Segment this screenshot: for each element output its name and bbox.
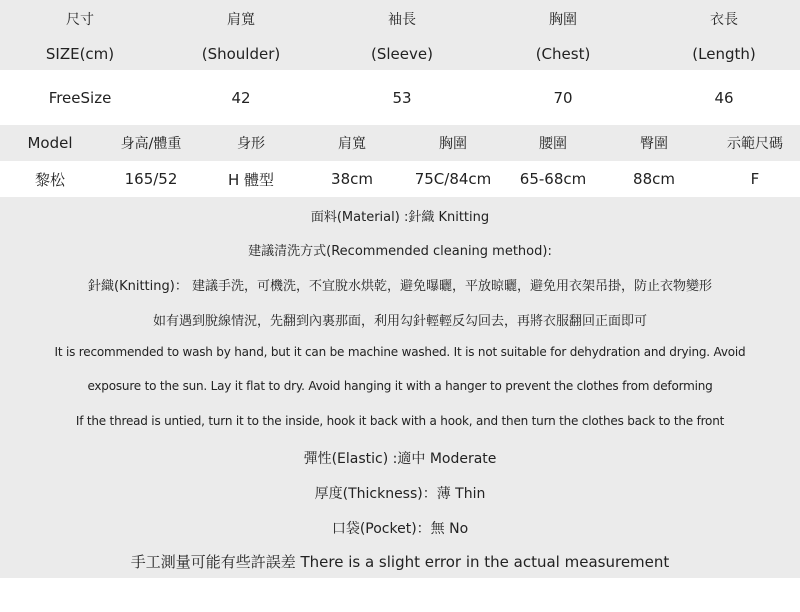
- model-header-model: Model: [27, 134, 73, 152]
- size-header-en-row: [0, 37, 800, 70]
- size-header-sleeve-zh: 袖長: [388, 11, 416, 28]
- model-value-shoulder: 38cm: [331, 170, 373, 188]
- cleaning-title-line: 建議清洗方式(Recommended cleaning method):: [248, 244, 552, 259]
- model-value-hip: 88cm: [633, 170, 675, 188]
- size-header-sleeve-en: (Sleeve): [371, 44, 433, 63]
- size-header-zh-row: [0, 0, 800, 37]
- size-header-size-zh: 尺寸: [66, 11, 94, 28]
- elastic-line: 彈性(Elastic) :適中 Moderate: [303, 451, 497, 467]
- care-en-line-1: It is recommended to wash by hand, but it can be machine washed. It is not suitable for dehydration and drying. Avoid: [54, 345, 746, 359]
- model-value-demo-size: F: [750, 170, 760, 188]
- care-info-section: [0, 197, 800, 578]
- model-value-row: [0, 161, 800, 197]
- size-header-size-en: SIZE(cm): [45, 44, 115, 63]
- care-en-line-3: If the thread is untied, turn it to the inside, hook it back with a hook, and then turn the clothes back to the front: [75, 414, 725, 428]
- knitting-care-zh-line-1: 針織(Knitting)： 建議手洗，可機洗，不宜脫水烘乾，避免曝曬，平放晾曬，避免用衣架吊掛，防止衣物變形: [88, 279, 712, 294]
- measurement-error-note: 手工測量可能有些許誤差 There is a slight error in the actual measurement: [130, 553, 670, 571]
- model-header-waist: 腰圍: [539, 136, 567, 152]
- model-value-height-weight: 165/52: [124, 170, 178, 188]
- model-header-body-type: 身形: [237, 136, 265, 152]
- material-line: 面料(Material) :針織 Knitting: [310, 210, 490, 225]
- size-header-chest-en: (Chest): [535, 44, 591, 63]
- care-en-line-2: exposure to the sun. Lay it flat to dry. Avoid hanging it with a hanger to prevent the clothes from deforming: [87, 379, 713, 393]
- pocket-line: 口袋(Pocket)：無 No: [331, 521, 469, 537]
- size-header-length-zh: 衣長: [710, 11, 738, 28]
- model-header-shoulder: 肩寬: [338, 136, 366, 152]
- size-value-size: FreeSize: [48, 88, 112, 107]
- size-header-shoulder-en: (Shoulder): [201, 44, 281, 63]
- model-header-demo-size: 示範尺碼: [727, 136, 783, 152]
- size-value-length: 46: [714, 88, 734, 107]
- size-header-shoulder-zh: 肩寬: [227, 11, 255, 28]
- model-header-chest: 胸圍: [439, 136, 467, 152]
- size-header-length-en: (Length): [692, 44, 756, 63]
- model-value-name: 黎松: [34, 170, 66, 189]
- model-header-row: [0, 125, 800, 161]
- model-value-body-type: H 體型: [227, 170, 275, 189]
- knitting-care-zh-line-2: 如有遇到脫線情況，先翻到內裏那面，利用勾針輕輕反勾回去，再將衣服翻回正面即可: [152, 314, 647, 329]
- thickness-line: 厚度(Thickness)：薄 Thin: [314, 486, 486, 502]
- size-value-sleeve: 53: [392, 88, 412, 107]
- model-header-height-weight: 身高/體重: [120, 136, 182, 152]
- size-value-row: [0, 70, 800, 125]
- model-value-waist: 65-68cm: [519, 170, 587, 188]
- model-value-chest: 75C/84cm: [414, 170, 492, 188]
- size-value-chest: 70: [553, 88, 573, 107]
- model-header-hip: 臀圍: [640, 136, 668, 152]
- size-value-shoulder: 42: [231, 88, 251, 107]
- size-header-chest-zh: 胸圍: [549, 11, 577, 28]
